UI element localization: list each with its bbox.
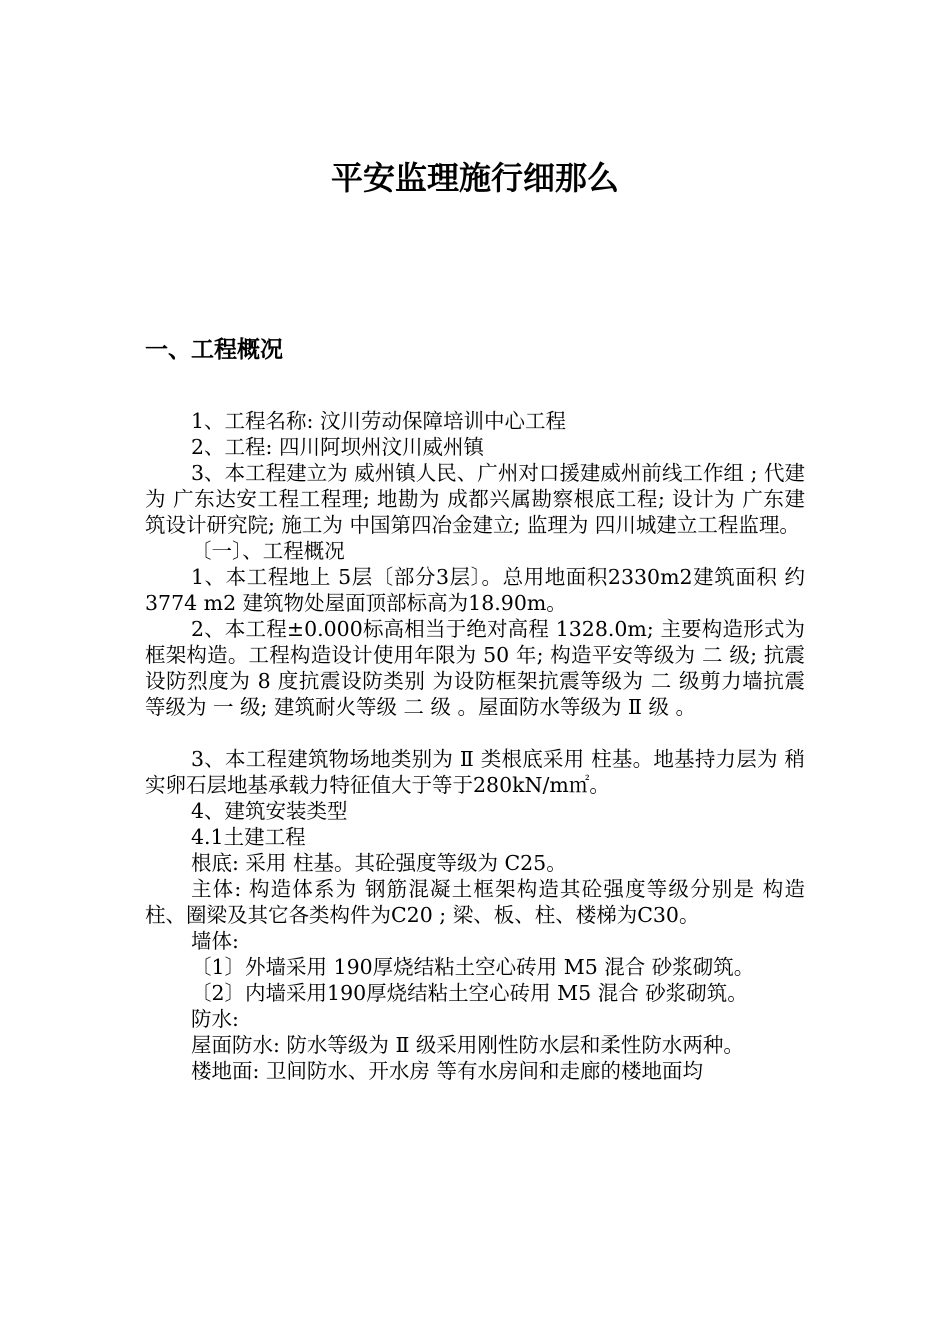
paragraph-main-structure: 主体: 构造体系为 钢筋混凝土框架构造其砼强度等级分别是 构造柱、圈梁及其它各类构件为C20 ; 梁、板、柱、楼梯为C30。 xyxy=(145,877,805,927)
paragraph-waterproofing: 防水: xyxy=(191,1007,239,1031)
paragraph-project-name: 1、工程名称: 汶川劳动保障培训中心工程 xyxy=(191,409,566,433)
section-heading: 一、工程概况 xyxy=(145,337,283,363)
paragraph-exterior-wall: 〔1〕外墙采用 190厚烧结粘土空心砖用 M5 混合 砂浆砌筑。 xyxy=(191,955,755,979)
paragraph-civil-works: 4.1土建工程 xyxy=(191,825,306,849)
paragraph-foundation: 根底: 采用 柱基。其砼强度等级为 C25。 xyxy=(191,851,567,875)
paragraph-subheading-overview: 〔一〕、工程概况 xyxy=(191,539,345,563)
paragraph-walls: 墙体: xyxy=(191,929,239,953)
paragraph-floors-area: 1、本工程地上 5层〔部分3层〕。总用地面积2330m2建筑面积 约3774 m2 建筑物处屋面顶部标高为18.90m。 xyxy=(145,565,805,615)
paragraph-spacer xyxy=(145,720,805,746)
document-title: 平安监理施行细那么 xyxy=(330,159,619,197)
paragraph-roof-waterproofing: 屋面防水: 防水等级为 Ⅱ 级采用刚性防水层和柔性防水两种。 xyxy=(191,1033,744,1057)
paragraph-install-types: 4、建筑安装类型 xyxy=(191,799,348,823)
paragraph-project-location: 2、工程: 四川阿坝州汶川威州镇 xyxy=(191,435,484,459)
paragraph-floor-waterproofing: 楼地面: 卫间防水、开水房 等有水房间和走廊的楼地面均 xyxy=(191,1059,703,1083)
paragraph-structure: 2、本工程±0.000标高相当于绝对高程 1328.0m; 主要构造形式为框架构造。工程构造设计使用年限为 50 年; 构造平安等级为 二 级; 抗震设防烈度为 8 度抗震设防类别 为设防框架抗震等级为 二 级剪力墙抗震等级为 一 级; 建筑耐火等级 二 级 。屋面防水等级为 Ⅱ 级 。 xyxy=(145,617,805,719)
paragraph-parties: 3、本工程建立为 威州镇人民、广州对口援建威州前线工作组 ; 代建为 广东达安工程工程理; 地勘为 成都兴属勘察根底工程; 设计为 广东建筑设计研究院; 施工为 中国第四冶金建立; 监理为 四川城建立工程监理。 xyxy=(145,461,805,537)
paragraph-interior-wall: 〔2〕内墙采用190厚烧结粘土空心砖用 M5 混合 砂浆砌筑。 xyxy=(191,981,748,1005)
document-body xyxy=(145,408,805,1084)
paragraph-site-foundation: 3、本工程建筑物场地类别为 Ⅱ 类根底采用 柱基。地基持力层为 稍实卵石层地基承载力特征值大于等于280kN/m㎡。 xyxy=(145,747,805,797)
